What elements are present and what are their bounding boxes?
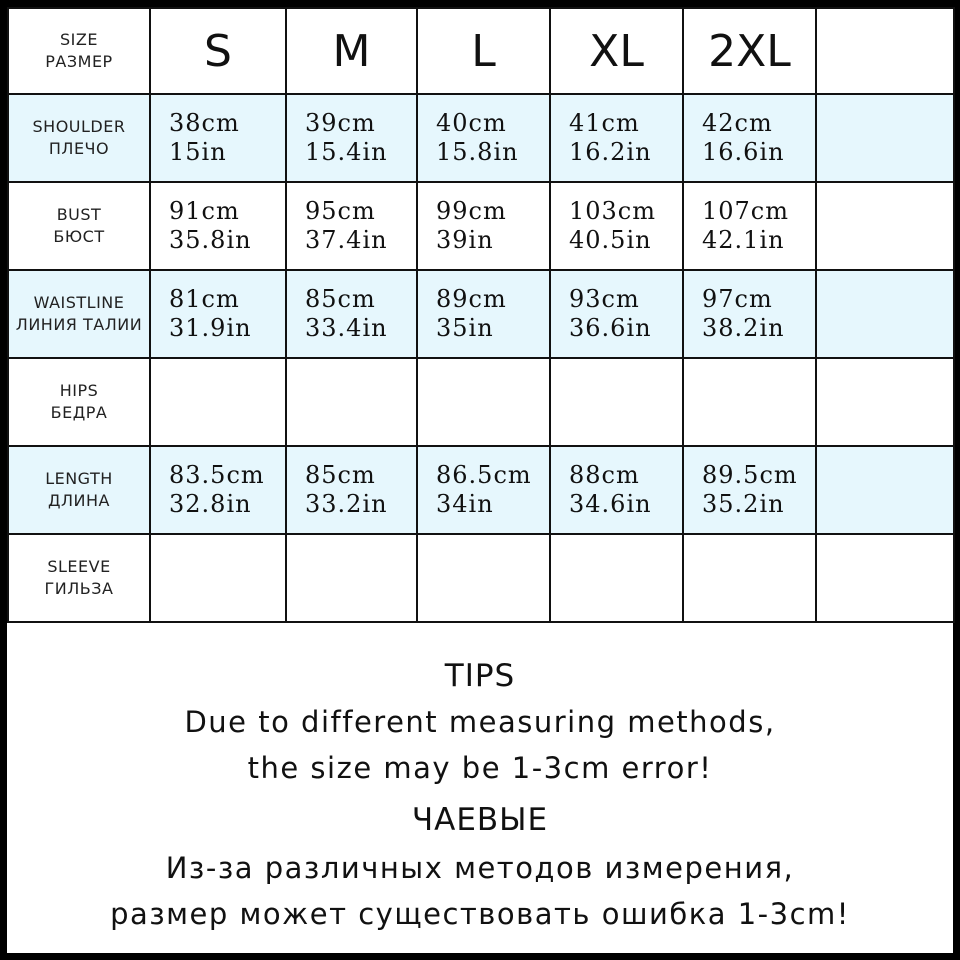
row-label-ru: БЕДРА [50, 403, 108, 422]
value-cm: 85cm [305, 461, 376, 489]
row-label-en: HIPS [59, 381, 99, 400]
value-in: 32.8in [169, 490, 252, 518]
value-cell [417, 446, 550, 534]
value-cm: 39cm [305, 109, 376, 137]
row-label-ru: ГИЛЬЗА [44, 579, 114, 598]
value-cell [286, 270, 417, 358]
row-label-waistline [8, 270, 150, 358]
value-cell [150, 182, 286, 270]
value-in: 33.4in [305, 314, 388, 342]
row-label-ru: ДЛИНА [48, 491, 110, 510]
empty-cell [816, 534, 954, 622]
value-in: 16.2in [569, 138, 652, 166]
value-cm: 81cm [169, 285, 240, 313]
value-cm: 83.5cm [169, 461, 265, 489]
empty-cell [816, 182, 954, 270]
value-cell [150, 358, 286, 446]
value-cm: 41cm [569, 109, 640, 137]
value-in: 15.8in [436, 138, 519, 166]
value-cm: 89.5cm [702, 461, 798, 489]
value-cm: 40cm [436, 109, 507, 137]
row-label-en: BUST [56, 205, 102, 224]
row-label-ru: ЛИНИЯ ТАЛИИ [15, 315, 143, 334]
value-cm: 95cm [305, 197, 376, 225]
row-label-en: SLEEVE [47, 557, 111, 576]
value-cm: 93cm [569, 285, 640, 313]
row-label-ru: БЮСТ [53, 227, 105, 246]
table-row [8, 94, 954, 182]
value-cm: 97cm [702, 285, 773, 313]
value-cm: 88cm [569, 461, 640, 489]
value-in: 35in [436, 314, 494, 342]
table-row [8, 446, 954, 534]
size-header-l: L [417, 8, 550, 94]
size-label-cell [8, 8, 150, 94]
value-in: 15.4in [305, 138, 388, 166]
value-cm: 38cm [169, 109, 240, 137]
tips-title-en: TIPS [444, 658, 516, 694]
value-cell [683, 358, 816, 446]
value-in: 33.2in [305, 490, 388, 518]
size-table [7, 7, 955, 623]
size-header-xl: XL [550, 8, 683, 94]
value-in: 31.9in [169, 314, 252, 342]
value-cell [683, 534, 816, 622]
value-cell [286, 94, 417, 182]
value-cell [417, 182, 550, 270]
value-cell [286, 182, 417, 270]
value-in: 34.6in [569, 490, 652, 518]
value-cm: 99cm [436, 197, 507, 225]
value-cell [550, 358, 683, 446]
value-cell [417, 358, 550, 446]
value-cell [417, 270, 550, 358]
empty-cell [816, 446, 954, 534]
value-cm: 85cm [305, 285, 376, 313]
value-in: 36.6in [569, 314, 652, 342]
tips-section [7, 647, 953, 953]
value-cell [550, 182, 683, 270]
value-cm: 107cm [702, 197, 790, 225]
value-cell [550, 270, 683, 358]
value-cell [683, 94, 816, 182]
tips-title-ru: ЧАЕВЫЕ [411, 802, 549, 838]
value-cell [417, 534, 550, 622]
tips-line-1-en: Due to different measuring methods, [184, 705, 776, 739]
value-in: 34in [436, 490, 494, 518]
value-cell [150, 446, 286, 534]
value-cell [683, 182, 816, 270]
row-label-sleeve [8, 534, 150, 622]
size-label-ru: РАЗМЕР [45, 52, 113, 71]
table-row [8, 270, 954, 358]
value-cell [550, 94, 683, 182]
row-label-length [8, 446, 150, 534]
row-label-ru: ПЛЕЧО [48, 139, 110, 158]
empty-cell [816, 358, 954, 446]
value-cell [683, 270, 816, 358]
value-in: 37.4in [305, 226, 388, 254]
empty-cell [816, 94, 954, 182]
size-label-en: SIZE [60, 30, 98, 49]
value-cm: 103cm [569, 197, 657, 225]
table-row [8, 182, 954, 270]
row-label-shoulder [8, 94, 150, 182]
value-in: 15in [169, 138, 227, 166]
value-cell [150, 534, 286, 622]
row-label-en: LENGTH [45, 469, 113, 488]
value-cm: 91cm [169, 197, 240, 225]
table-row [8, 358, 954, 446]
value-cell [550, 446, 683, 534]
value-cell [417, 94, 550, 182]
value-in: 42.1in [702, 226, 785, 254]
size-header-m: M [286, 8, 417, 94]
value-in: 35.8in [169, 226, 252, 254]
value-cell [150, 270, 286, 358]
table-row [8, 534, 954, 622]
header-row [8, 8, 954, 94]
value-cell [286, 534, 417, 622]
value-cell [286, 358, 417, 446]
size-chart [7, 7, 953, 953]
size-header-s: S [150, 8, 286, 94]
value-cell [150, 94, 286, 182]
size-header-empty [816, 8, 954, 94]
row-label-en: WAISTLINE [33, 293, 125, 312]
value-in: 35.2in [702, 490, 785, 518]
value-in: 39in [436, 226, 494, 254]
value-cell [286, 446, 417, 534]
value-cm: 89cm [436, 285, 507, 313]
value-in: 16.6in [702, 138, 785, 166]
tips-line-2-ru: размер может существовать ошибка 1-3cm! [110, 897, 850, 931]
value-in: 38.2in [702, 314, 785, 342]
tips-line-1-ru: Из-за различных методов измерения, [165, 851, 795, 885]
tips-line-2-en: the size may be 1-3cm error! [247, 751, 713, 785]
size-header-2xl: 2XL [683, 8, 816, 94]
row-label-en: SHOULDER [32, 117, 126, 136]
value-in: 40.5in [569, 226, 652, 254]
value-cm: 42cm [702, 109, 773, 137]
row-label-hips [8, 358, 150, 446]
value-cell [683, 446, 816, 534]
empty-cell [816, 270, 954, 358]
value-cm: 86.5cm [436, 461, 532, 489]
value-cell [550, 534, 683, 622]
row-label-bust [8, 182, 150, 270]
